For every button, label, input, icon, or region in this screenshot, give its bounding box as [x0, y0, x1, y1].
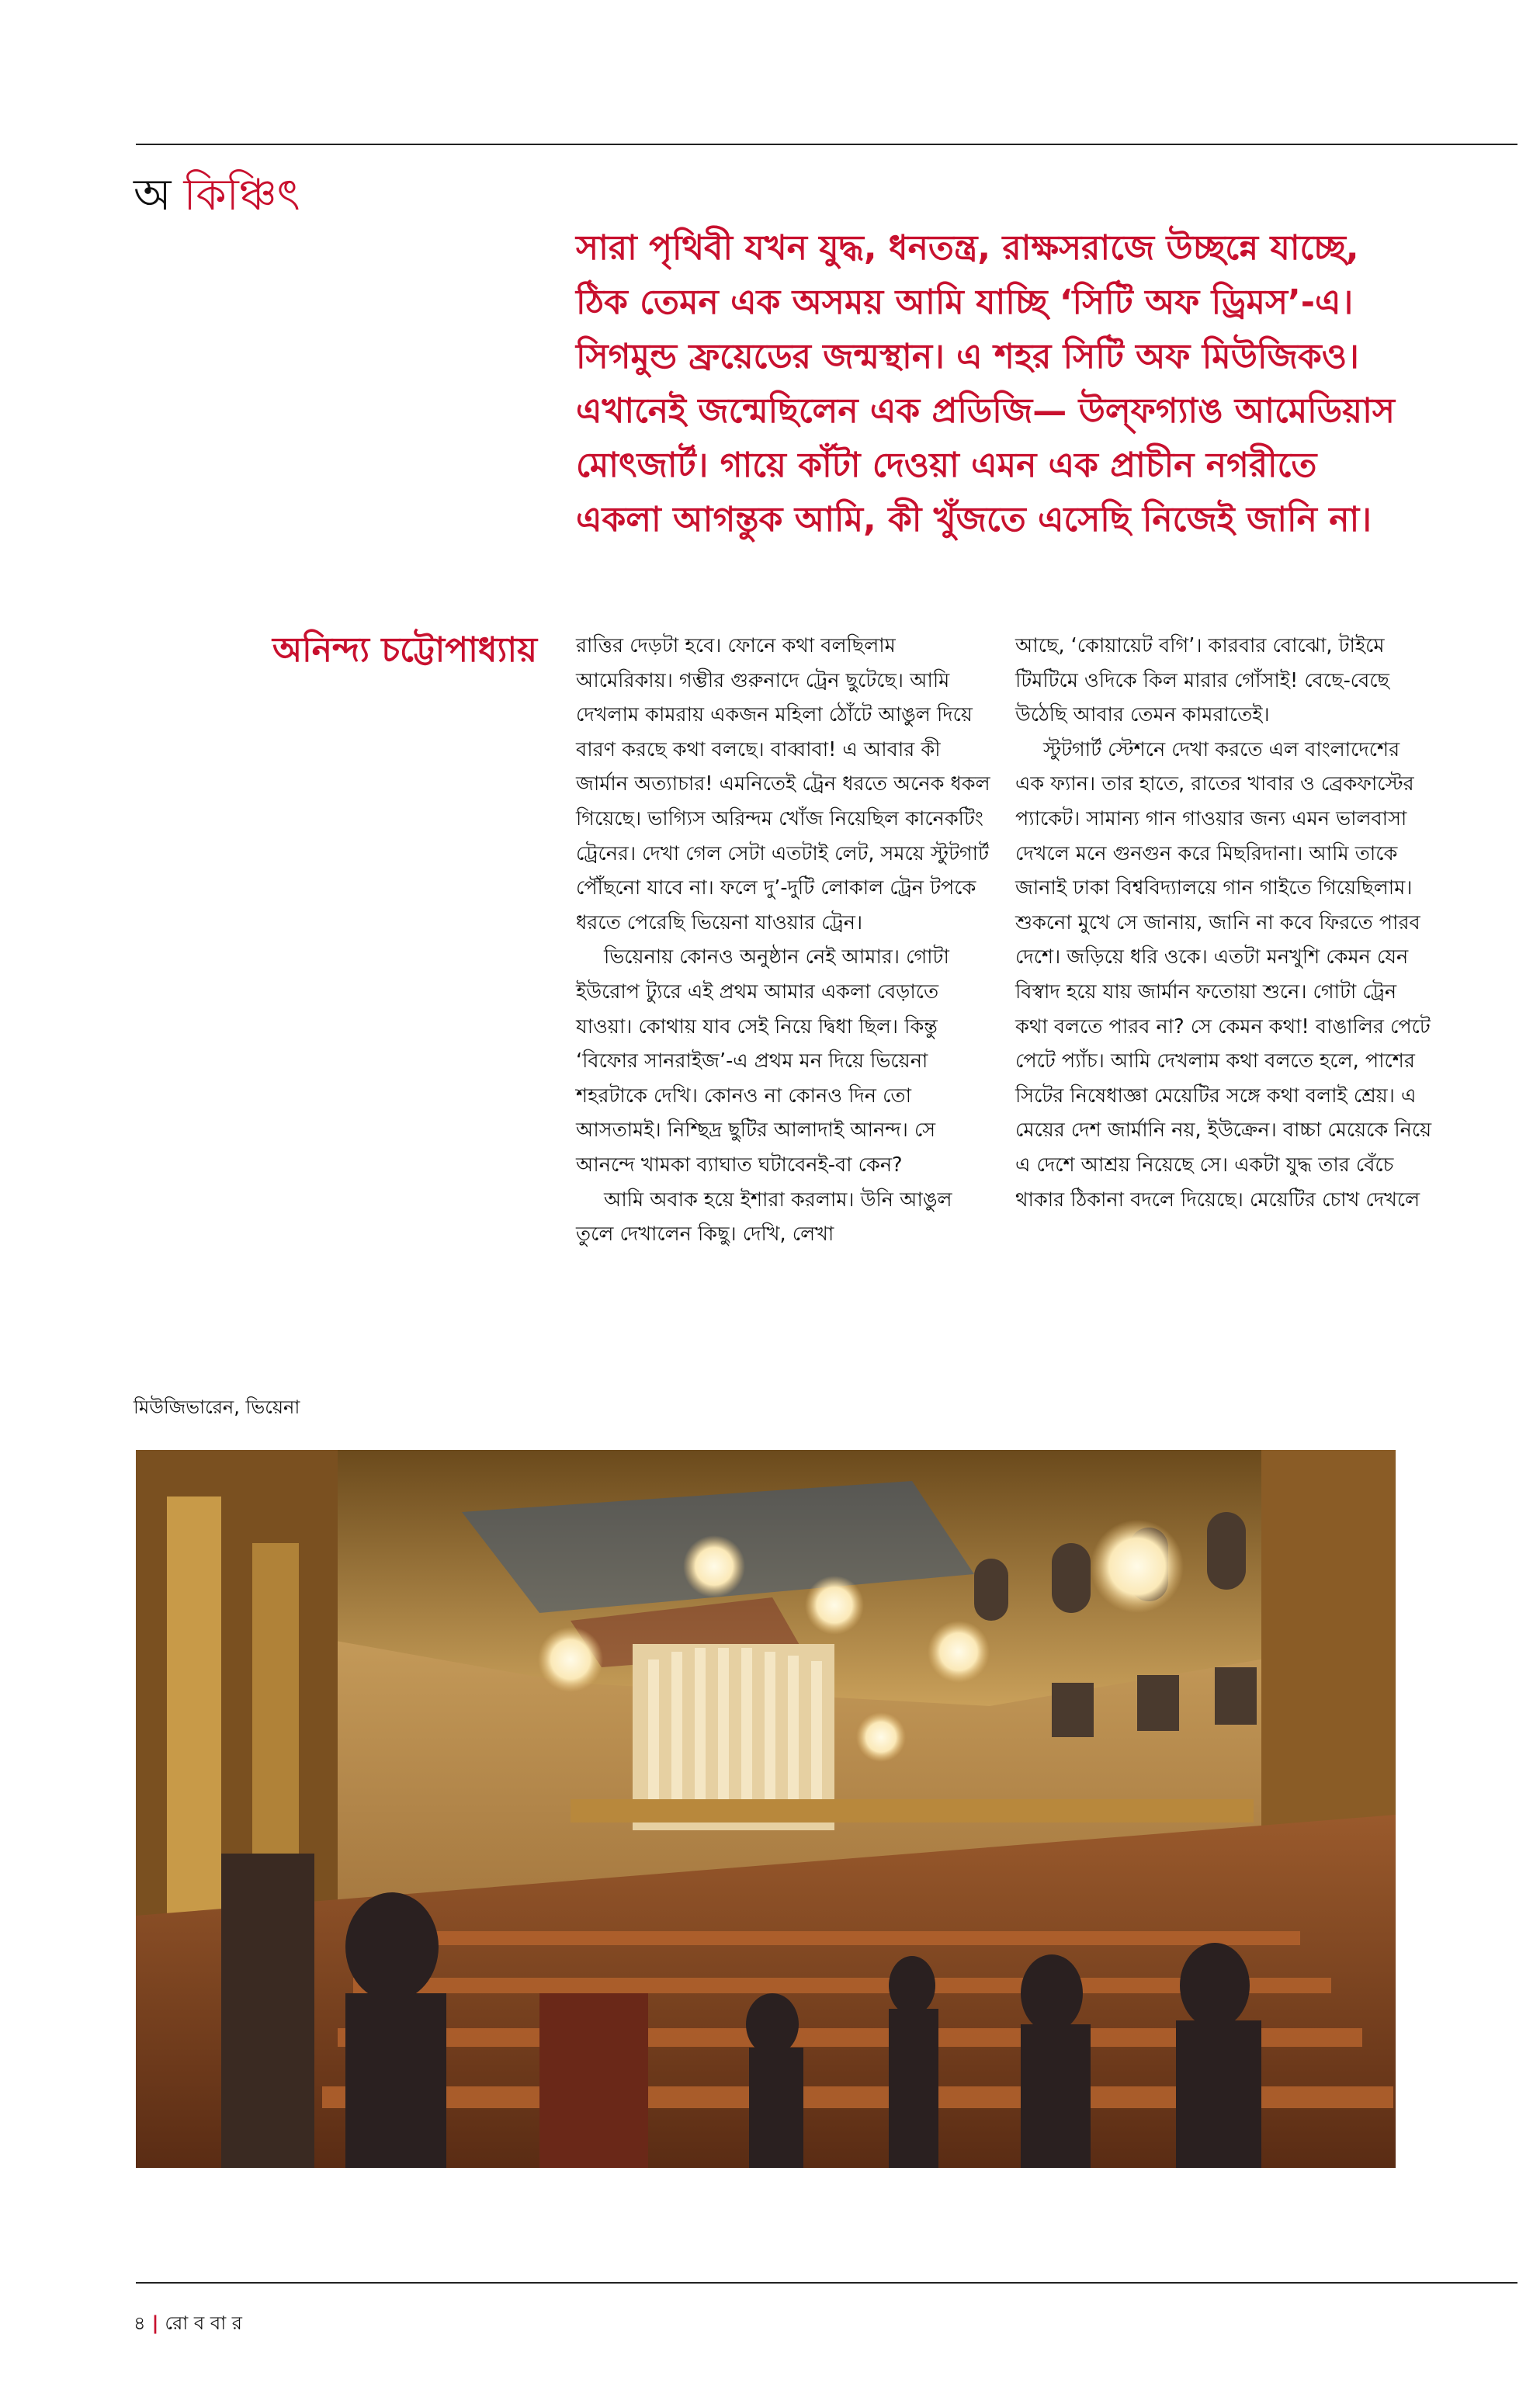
bottom-rule [136, 2282, 1517, 2284]
footer-separator: | [151, 2312, 159, 2334]
column1-paragraph-2: ভিয়েনায় কোনও অনুষ্ঠান নেই আমার। গোটা ইউরোপ ট্যুরে এই প্রথম আমার একলা বেড়াতে যাওয়া। কোথায় যাব সেই নিয়ে দ্বিধা ছিল। কিন্তু ‘বিফোর সানরাইজ’-এ প্রথম মন দিয়ে ভিয়েনা শহরটাকে দেখি। কোনও না কোনও দিন তো আসতামই। নিশ্ছিদ্র ছুটির আলাদাই আনন্দ। সে আনন্দে খামকা ব্যাঘাত ঘটাবেনই-বা কেন? [576, 945, 949, 1177]
column1-paragraph-1: রাত্তির দেড়টা হবে। ফোনে কথা বলছিলাম আমেরিকায়। গম্ভীর গুরুনাদে ট্রেন ছুটেছে। আমি দেখলাম কামরায় একজন মহিলা ঠোঁটে আঙুল দিয়ে বারণ করছে কথা বলছে। বাব্বাবা! এ আবার কী জার্মান অত্যাচার! এমনিতেই ট্রেন ধরতে অনেক ধকল গিয়েছে। ভাগ্যিস অরিন্দম খোঁজ নিয়েছিল কানেকটিং ট্রেনের। দেখা গেল সেটা এতটাই লেট, সময়ে স্টুটগার্ট পৌঁছনো যাবে না। ফলে দু’-দুটি লোকাল ট্রেন টপকে ধরতে পেরেছি ভিয়েনা যাওয়ার ট্রেন। [576, 634, 990, 935]
section-title: কিঞ্চিৎ [183, 170, 300, 220]
page-number: ৪ [134, 2312, 146, 2334]
concert-hall-photo [136, 1450, 1396, 2168]
photo-caption: মিউজিভারেন, ভিয়েনা [134, 1396, 300, 1418]
column2-paragraph-2: স্টুটগার্ট স্টেশনে দেখা করতে এল বাংলাদেশের এক ফ্যান। তার হাতে, রাতের খাবার ও ব্রেকফাস্টের প্যাকেট। সামান্য গান গাওয়ার জন্য এমন ভালবাসা দেখলে মনে গুনগুন করে মিছরিদানা। আমি তাকে জানাই ঢাকা বিশ্ববিদ্যালয়ে গান গাইতে গিয়েছিলাম। শুকনো মুখে সে জানায়, জানি না কবে ফিরতে পারব দেশে। জড়িয়ে ধরি ওকে। এতটা মনখুশি কেমন যেন বিস্বাদ হয়ে যায় জার্মান ফতোয়া শুনে। গোটা ট্রেন কথা বলতে পারব না? সে কেমন কথা! বাঙালির পেটে পেটে প্যাঁচ। আমি দেখলাম কথা বলতে হলে, পাশের সিটের নিষেধাজ্ঞা মেয়েটির সঙ্গে কথা বলাই শ্রেয়। এ মেয়ের দেশ জার্মানি নয়, ইউক্রেন। বাচ্চা মেয়েকে নিয়ে এ দেশে আশ্রয় নিয়েছে সে। একটা যুদ্ধ তার বেঁচে থাকার ঠিকানা বদলে দিয়েছে। মেয়েটির চোখ দেখলে [1015, 737, 1432, 1212]
lede-paragraph: সারা পৃথিবী যখন যুদ্ধ, ধনতন্ত্র, রাক্ষসরাজে উচ্ছন্নে যাচ্ছে, ঠিক তেমন এক অসময় আমি যাচ্ছি ‘সিটি অফ ড্রিমস’-এ। সিগমুন্ড ফ্রয়েডের জন্মস্থান। এ শহর সিটি অফ মিউজিকও। এখানেই জন্মেছিলেন এক প্রডিজি— উল্‌ফগ্যাঙ আমেডিয়াস মোৎজার্ট। গায়ে কাঁটা দেওয়া এমন এক প্রাচীন নগরীতে একলা আগন্তুক আমি, কী খুঁজতে এসেছি নিজেই জানি না। [576, 228, 1395, 539]
column2-paragraph-1: আছে, ‘কোয়ায়েট বগি’। কারবার বোঝো, টাইমে টিমটিমে ওদিকে কিল মারার গোঁসাই! বেছে-বেছে উঠেছি আবার তেমন কামরাতেই। [1015, 634, 1390, 727]
top-rule [136, 144, 1517, 145]
column1-paragraph-3: আমি অবাক হয়ে ইশারা করলাম। উনি আঙুল তুলে দেখালেন কিছু। দেখি, লেখা [576, 1188, 952, 1247]
article-column-1 [576, 629, 995, 1252]
article-column-2 [1015, 629, 1434, 1217]
section-masthead [134, 165, 300, 227]
author-byline: অনিন্দ্য চট্টোপাধ্যায় [272, 630, 537, 670]
magazine-name: রো ব বা র [165, 2312, 243, 2334]
page-footer [134, 2309, 242, 2337]
section-prefix: অ [134, 170, 172, 220]
